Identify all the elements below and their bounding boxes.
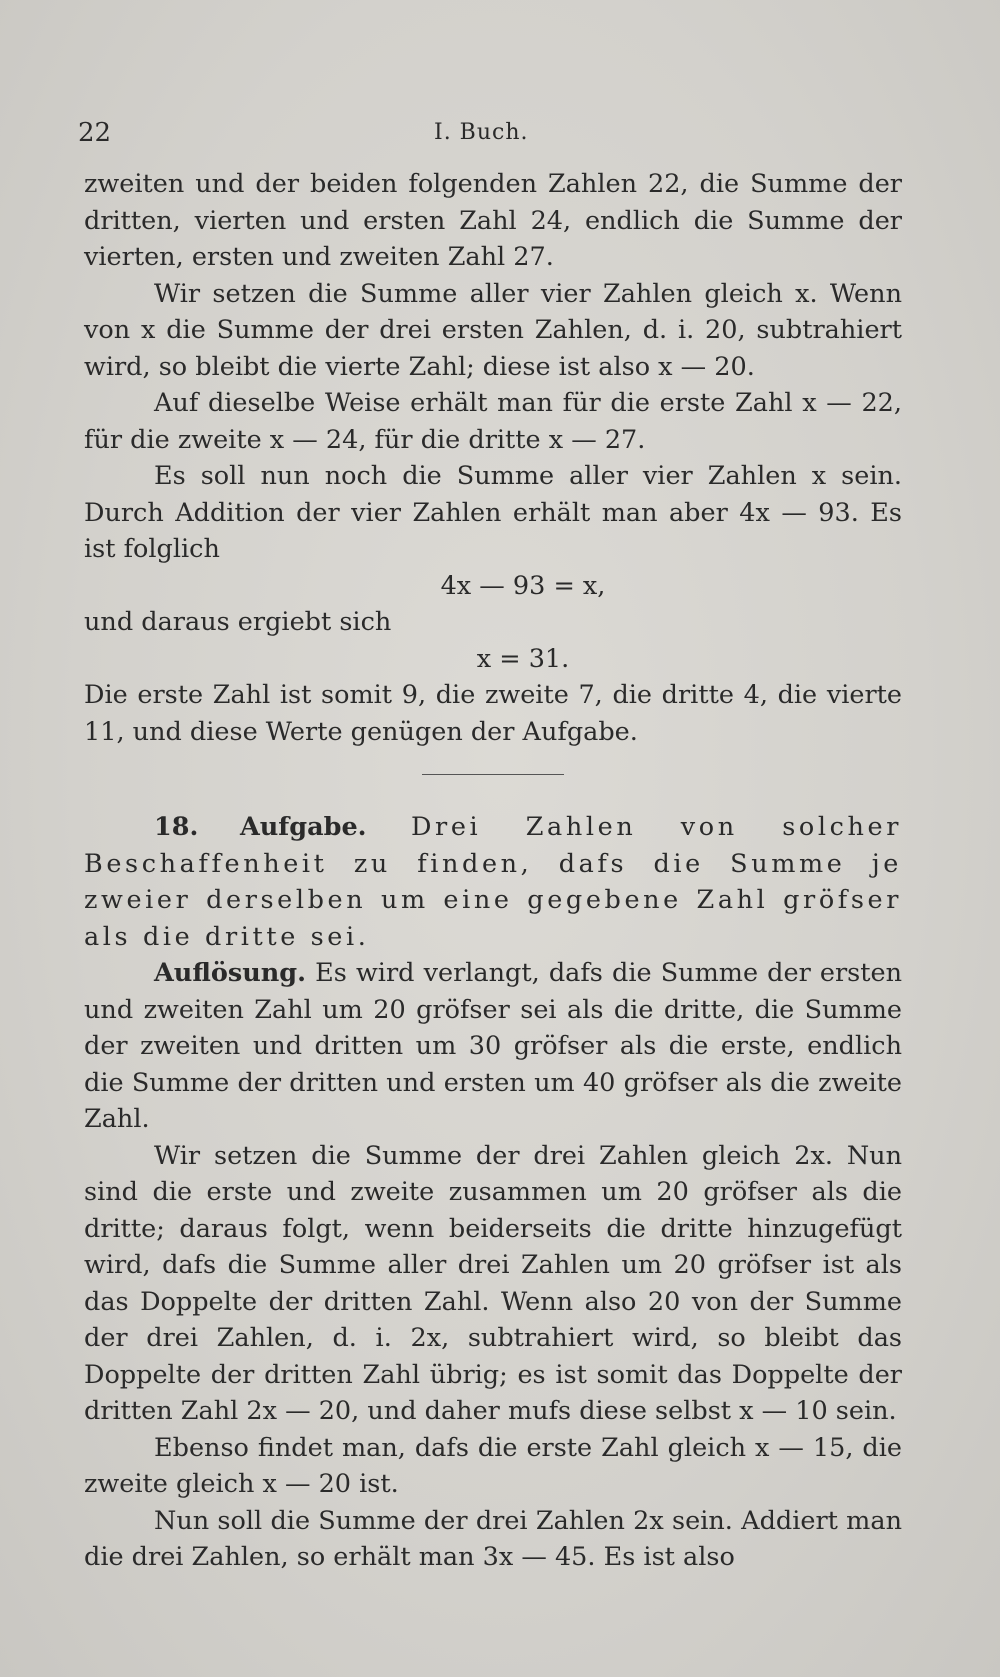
running-head: I. Buch. (434, 120, 529, 145)
solution-text: Es wird verlangt, dafs die Summe der ersten und zweiten Zahl um 20 gröfser sei als die dritte, die Summe der zweiten und dritten um 30 gröfser als die erste, endlich die Summe der dritten und ersten um 40 gröfser als die zweite Zahl. (84, 958, 903, 1134)
paragraph: Wir setzen die Summe der drei Zahlen gleich 2x. Nun sind die erste und zweite zusammen um 20 gröfser als die dritte; daraus folgt, wenn beiderseits die dritte hinzugefügt wird, dafs die Summe aller drei Zahlen um 20 gröfser ist als das Doppelte der dritten Zahl. Wenn also 20 von der Summe der drei Zahlen, d. i. 2x, subtrahiert wird, so bleibt das Doppelte der dritten Zahl übrig; es ist somit das Doppelte der dritten Zahl 2x — 20, und daher mufs diese selbst x — 10 sein. (84, 1140, 902, 1426)
page-number: 22 (78, 118, 112, 148)
paragraph: Die erste Zahl ist somit 9, die zweite 7, die dritte 4, die vierte 11, und diese Werte genügen der Aufgabe. (84, 680, 902, 747)
page-header (78, 118, 898, 158)
section-divider (422, 774, 564, 775)
task-label: 18. Aufgabe. (154, 812, 367, 842)
equation: x = 31. (476, 643, 570, 674)
paragraph: Nun soll die Summe der drei Zahlen 2x sein. Addiert man die drei Zahlen, so erhält man 3x — 45. Es ist also (84, 1505, 902, 1572)
equation: 4x — 93 = x, (440, 570, 606, 601)
solution-paragraph (84, 955, 902, 1138)
task-statement (84, 809, 902, 955)
solution-label: Auflösung. (154, 958, 307, 988)
paragraph: Ebenso findet man, dafs die erste Zahl gleich x — 15, die zweite gleich x — 20 ist. (84, 1432, 902, 1499)
paragraph: zweiten und der beiden folgenden Zahlen 22, die Summe der dritten, vierten und ersten Zahl 24, endlich die Summe der vierten, ersten und zweiten Zahl 27. (84, 169, 902, 272)
paragraph: und daraus ergiebt sich (84, 607, 392, 637)
task-text: Drei Zahlen von solcher Beschaffenheit zu finden, dafs die Summe je zweier derselben um eine gegebene Zahl gröfser als die dritte sei. (84, 812, 902, 952)
paragraph: Es soll nun noch die Summe aller vier Zahlen x sein. Durch Addition der vier Zahlen erhält man aber 4x — 93. Es ist folglich (84, 461, 902, 564)
paragraph: Wir setzen die Summe aller vier Zahlen gleich x. Wenn von x die Summe der drei ersten Zahlen, d. i. 20, subtrahiert wird, so bleibt die vierte Zahl; diese ist also x — 20. (84, 278, 902, 382)
paragraph: Auf dieselbe Weise erhält man für die erste Zahl x — 22, für die zweite x — 24, für die dritte x — 27. (84, 388, 902, 455)
body-text (84, 166, 902, 1576)
